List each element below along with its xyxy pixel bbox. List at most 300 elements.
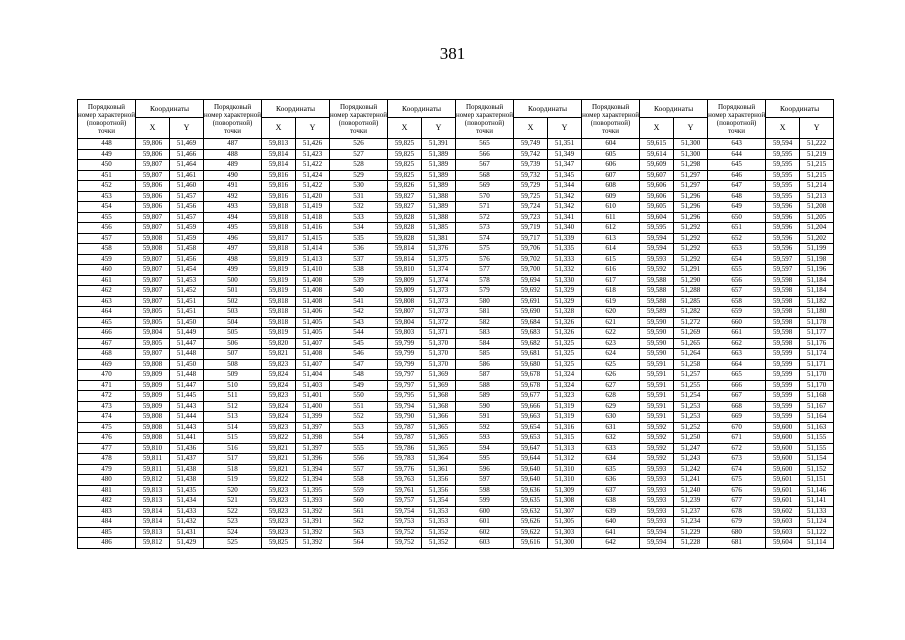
x-cell: 59,598 xyxy=(766,328,800,339)
y-cell: 51,441 xyxy=(170,433,204,444)
y-cell: 51,152 xyxy=(800,464,834,475)
x-cell: 59,594 xyxy=(640,538,674,549)
y-cell: 51,176 xyxy=(800,338,834,349)
x-cell: 59,640 xyxy=(514,464,548,475)
y-cell: 51,449 xyxy=(170,328,204,339)
x-cell: 59,593 xyxy=(640,464,674,475)
point-number-cell: 620 xyxy=(582,307,640,318)
point-number-cell: 606 xyxy=(582,160,640,171)
x-cell: 59,819 xyxy=(262,265,296,276)
y-cell: 51,368 xyxy=(422,401,456,412)
y-cell: 51,403 xyxy=(296,380,330,391)
point-number-cell: 500 xyxy=(204,275,262,286)
y-cell: 51,335 xyxy=(548,244,582,255)
point-number-cell: 549 xyxy=(330,380,388,391)
point-number-cell: 567 xyxy=(456,160,514,171)
point-number-cell: 548 xyxy=(330,370,388,381)
point-number-cell: 631 xyxy=(582,422,640,433)
point-number-cell: 522 xyxy=(204,506,262,517)
point-number-cell: 461 xyxy=(78,275,136,286)
x-cell: 59,589 xyxy=(640,307,674,318)
point-number-cell: 478 xyxy=(78,454,136,465)
x-cell: 59,594 xyxy=(640,527,674,538)
x-cell: 59,594 xyxy=(640,233,674,244)
point-number-cell: 640 xyxy=(582,517,640,528)
y-cell: 51,395 xyxy=(296,485,330,496)
y-cell: 51,247 xyxy=(674,443,708,454)
x-cell: 59,590 xyxy=(640,317,674,328)
y-cell: 51,354 xyxy=(422,496,456,507)
x-cell: 59,596 xyxy=(766,223,800,234)
x-cell: 59,592 xyxy=(640,443,674,454)
y-cell: 51,257 xyxy=(674,370,708,381)
x-cell: 59,757 xyxy=(388,496,422,507)
x-cell: 59,588 xyxy=(640,286,674,297)
y-cell: 51,388 xyxy=(422,212,456,223)
y-cell: 51,445 xyxy=(170,391,204,402)
point-number-cell: 577 xyxy=(456,265,514,276)
point-number-cell: 475 xyxy=(78,422,136,433)
x-cell: 59,725 xyxy=(514,191,548,202)
point-number-cell: 575 xyxy=(456,244,514,255)
y-cell: 51,325 xyxy=(548,359,582,370)
x-cell: 59,601 xyxy=(766,475,800,486)
y-cell: 51,456 xyxy=(170,202,204,213)
point-number-cell: 578 xyxy=(456,275,514,286)
table-row xyxy=(78,296,834,307)
y-cell: 51,397 xyxy=(296,443,330,454)
point-number-cell: 571 xyxy=(456,202,514,213)
x-cell: 59,595 xyxy=(766,181,800,192)
y-cell: 51,401 xyxy=(296,391,330,402)
y-cell: 51,222 xyxy=(800,139,834,150)
table-row xyxy=(78,391,834,402)
point-number-cell: 663 xyxy=(708,349,766,360)
y-cell: 51,429 xyxy=(170,538,204,549)
x-cell: 59,677 xyxy=(514,391,548,402)
x-cell: 59,588 xyxy=(640,275,674,286)
y-cell: 51,182 xyxy=(800,296,834,307)
y-cell: 51,339 xyxy=(548,233,582,244)
x-cell: 59,806 xyxy=(136,191,170,202)
x-cell: 59,591 xyxy=(640,401,674,412)
table-row xyxy=(78,422,834,433)
y-cell: 51,300 xyxy=(674,149,708,160)
x-cell: 59,786 xyxy=(388,443,422,454)
y-cell: 51,155 xyxy=(800,443,834,454)
point-number-cell: 666 xyxy=(708,380,766,391)
x-cell: 59,799 xyxy=(388,349,422,360)
y-cell: 51,163 xyxy=(800,422,834,433)
x-cell: 59,809 xyxy=(136,391,170,402)
x-cell: 59,694 xyxy=(514,275,548,286)
y-cell: 51,447 xyxy=(170,338,204,349)
y-cell: 51,253 xyxy=(674,412,708,423)
y-cell: 51,394 xyxy=(296,464,330,475)
point-number-cell: 459 xyxy=(78,254,136,265)
y-cell: 51,252 xyxy=(674,422,708,433)
point-number-cell: 468 xyxy=(78,349,136,360)
header-row-top xyxy=(78,100,834,118)
y-cell: 51,325 xyxy=(548,338,582,349)
x-cell: 59,825 xyxy=(388,170,422,181)
y-cell: 51,297 xyxy=(674,181,708,192)
y-cell: 51,392 xyxy=(296,527,330,538)
point-number-cell: 537 xyxy=(330,254,388,265)
point-number-cell: 561 xyxy=(330,506,388,517)
point-number-cell: 533 xyxy=(330,212,388,223)
x-cell: 59,602 xyxy=(766,506,800,517)
coordinates-table xyxy=(77,99,834,549)
point-number-cell: 591 xyxy=(456,412,514,423)
y-cell: 51,404 xyxy=(296,370,330,381)
y-cell: 51,448 xyxy=(170,349,204,360)
y-cell: 51,291 xyxy=(674,265,708,276)
point-number-cell: 553 xyxy=(330,422,388,433)
point-number-cell: 513 xyxy=(204,412,262,423)
point-number-cell: 502 xyxy=(204,296,262,307)
y-cell: 51,373 xyxy=(422,307,456,318)
table-row xyxy=(78,380,834,391)
x-cell: 59,647 xyxy=(514,443,548,454)
x-cell: 59,821 xyxy=(262,454,296,465)
y-cell: 51,237 xyxy=(674,506,708,517)
point-number-cell: 508 xyxy=(204,359,262,370)
y-cell: 51,305 xyxy=(548,517,582,528)
x-cell: 59,599 xyxy=(766,412,800,423)
point-number-cell: 506 xyxy=(204,338,262,349)
y-cell: 51,448 xyxy=(170,370,204,381)
x-cell: 59,828 xyxy=(388,212,422,223)
point-number-cell: 495 xyxy=(204,223,262,234)
y-cell: 51,202 xyxy=(800,233,834,244)
point-number-cell: 664 xyxy=(708,359,766,370)
point-number-cell: 594 xyxy=(456,443,514,454)
y-cell: 51,164 xyxy=(800,412,834,423)
y-cell: 51,419 xyxy=(296,202,330,213)
y-cell: 51,369 xyxy=(422,370,456,381)
y-cell: 51,323 xyxy=(548,391,582,402)
point-number-cell: 603 xyxy=(456,538,514,549)
x-cell: 59,640 xyxy=(514,475,548,486)
x-cell: 59,795 xyxy=(388,391,422,402)
y-cell: 51,208 xyxy=(800,202,834,213)
x-cell: 59,803 xyxy=(388,328,422,339)
x-cell: 59,598 xyxy=(766,317,800,328)
point-number-cell: 590 xyxy=(456,401,514,412)
x-cell: 59,823 xyxy=(262,391,296,402)
y-cell: 51,391 xyxy=(422,139,456,150)
y-cell: 51,432 xyxy=(170,517,204,528)
y-cell: 51,405 xyxy=(296,317,330,328)
y-cell: 51,292 xyxy=(674,223,708,234)
x-cell: 59,826 xyxy=(388,181,422,192)
y-cell: 51,326 xyxy=(548,328,582,339)
x-cell: 59,819 xyxy=(262,328,296,339)
point-number-cell: 573 xyxy=(456,223,514,234)
x-cell: 59,593 xyxy=(640,496,674,507)
x-cell: 59,821 xyxy=(262,443,296,454)
header-coordinates: Координаты xyxy=(136,100,204,118)
x-cell: 59,828 xyxy=(388,233,422,244)
point-number-cell: 669 xyxy=(708,412,766,423)
point-number-cell: 519 xyxy=(204,475,262,486)
x-cell: 59,723 xyxy=(514,212,548,223)
x-cell: 59,761 xyxy=(388,485,422,496)
header-y: Y xyxy=(548,118,582,139)
y-cell: 51,180 xyxy=(800,307,834,318)
x-cell: 59,808 xyxy=(388,296,422,307)
y-cell: 51,296 xyxy=(674,212,708,223)
point-number-cell: 516 xyxy=(204,443,262,454)
y-cell: 51,393 xyxy=(296,496,330,507)
y-cell: 51,319 xyxy=(548,412,582,423)
point-number-cell: 544 xyxy=(330,328,388,339)
point-number-cell: 602 xyxy=(456,527,514,538)
point-number-cell: 636 xyxy=(582,475,640,486)
point-number-cell: 551 xyxy=(330,401,388,412)
point-number-cell: 481 xyxy=(78,485,136,496)
x-cell: 59,823 xyxy=(262,496,296,507)
table-row xyxy=(78,349,834,360)
y-cell: 51,443 xyxy=(170,422,204,433)
point-number-cell: 595 xyxy=(456,454,514,465)
point-number-cell: 601 xyxy=(456,517,514,528)
y-cell: 51,365 xyxy=(422,433,456,444)
y-cell: 51,365 xyxy=(422,443,456,454)
table-row xyxy=(78,139,834,150)
point-number-cell: 520 xyxy=(204,485,262,496)
y-cell: 51,368 xyxy=(422,391,456,402)
y-cell: 51,215 xyxy=(800,170,834,181)
x-cell: 59,818 xyxy=(262,317,296,328)
table-row xyxy=(78,149,834,160)
table-row xyxy=(78,527,834,538)
point-number-cell: 453 xyxy=(78,191,136,202)
x-cell: 59,811 xyxy=(136,464,170,475)
y-cell: 51,454 xyxy=(170,265,204,276)
point-number-cell: 482 xyxy=(78,496,136,507)
x-cell: 59,600 xyxy=(766,464,800,475)
point-number-cell: 612 xyxy=(582,223,640,234)
y-cell: 51,406 xyxy=(296,307,330,318)
point-number-cell: 624 xyxy=(582,349,640,360)
point-number-cell: 653 xyxy=(708,244,766,255)
y-cell: 51,254 xyxy=(674,391,708,402)
y-cell: 51,400 xyxy=(296,401,330,412)
y-cell: 51,155 xyxy=(800,433,834,444)
point-number-cell: 586 xyxy=(456,359,514,370)
header-point-number: Порядковый номер характерной (поворотной) точки xyxy=(456,100,514,139)
point-number-cell: 681 xyxy=(708,538,766,549)
point-number-cell: 524 xyxy=(204,527,262,538)
point-number-cell: 665 xyxy=(708,370,766,381)
table-row xyxy=(78,202,834,213)
point-number-cell: 556 xyxy=(330,454,388,465)
x-cell: 59,823 xyxy=(262,527,296,538)
y-cell: 51,371 xyxy=(422,328,456,339)
y-cell: 51,461 xyxy=(170,170,204,181)
x-cell: 59,810 xyxy=(136,443,170,454)
y-cell: 51,215 xyxy=(800,160,834,171)
point-number-cell: 531 xyxy=(330,191,388,202)
point-number-cell: 605 xyxy=(582,149,640,160)
point-number-cell: 634 xyxy=(582,454,640,465)
point-number-cell: 560 xyxy=(330,496,388,507)
y-cell: 51,272 xyxy=(674,317,708,328)
point-number-cell: 582 xyxy=(456,317,514,328)
y-cell: 51,214 xyxy=(800,181,834,192)
x-cell: 59,790 xyxy=(388,412,422,423)
y-cell: 51,397 xyxy=(296,422,330,433)
y-cell: 51,464 xyxy=(170,160,204,171)
point-number-cell: 572 xyxy=(456,212,514,223)
point-number-cell: 617 xyxy=(582,275,640,286)
x-cell: 59,691 xyxy=(514,296,548,307)
point-number-cell: 509 xyxy=(204,370,262,381)
point-number-cell: 455 xyxy=(78,212,136,223)
point-number-cell: 619 xyxy=(582,296,640,307)
x-cell: 59,752 xyxy=(388,527,422,538)
y-cell: 51,450 xyxy=(170,359,204,370)
x-cell: 59,593 xyxy=(640,506,674,517)
point-number-cell: 550 xyxy=(330,391,388,402)
header-x: X xyxy=(766,118,800,139)
point-number-cell: 526 xyxy=(330,139,388,150)
y-cell: 51,349 xyxy=(548,149,582,160)
y-cell: 51,438 xyxy=(170,464,204,475)
x-cell: 59,814 xyxy=(136,517,170,528)
header-x: X xyxy=(514,118,548,139)
table-row xyxy=(78,223,834,234)
x-cell: 59,818 xyxy=(262,223,296,234)
table-row xyxy=(78,443,834,454)
y-cell: 51,146 xyxy=(800,485,834,496)
point-number-cell: 648 xyxy=(708,191,766,202)
point-number-cell: 565 xyxy=(456,139,514,150)
x-cell: 59,590 xyxy=(640,338,674,349)
x-cell: 59,600 xyxy=(766,433,800,444)
x-cell: 59,607 xyxy=(640,170,674,181)
y-cell: 51,372 xyxy=(422,317,456,328)
y-cell: 51,141 xyxy=(800,496,834,507)
y-cell: 51,255 xyxy=(674,380,708,391)
point-number-cell: 479 xyxy=(78,464,136,475)
x-cell: 59,816 xyxy=(262,181,296,192)
y-cell: 51,374 xyxy=(422,275,456,286)
x-cell: 59,706 xyxy=(514,244,548,255)
point-number-cell: 660 xyxy=(708,317,766,328)
x-cell: 59,594 xyxy=(766,139,800,150)
point-number-cell: 628 xyxy=(582,391,640,402)
point-number-cell: 668 xyxy=(708,401,766,412)
point-number-cell: 501 xyxy=(204,286,262,297)
y-cell: 51,219 xyxy=(800,149,834,160)
x-cell: 59,821 xyxy=(262,349,296,360)
point-number-cell: 623 xyxy=(582,338,640,349)
y-cell: 51,351 xyxy=(548,139,582,150)
y-cell: 51,198 xyxy=(800,254,834,265)
x-cell: 59,600 xyxy=(766,443,800,454)
point-number-cell: 466 xyxy=(78,328,136,339)
point-number-cell: 546 xyxy=(330,349,388,360)
x-cell: 59,812 xyxy=(136,538,170,549)
point-number-cell: 547 xyxy=(330,359,388,370)
x-cell: 59,598 xyxy=(766,296,800,307)
y-cell: 51,408 xyxy=(296,349,330,360)
point-number-cell: 584 xyxy=(456,338,514,349)
y-cell: 51,316 xyxy=(548,422,582,433)
point-number-cell: 637 xyxy=(582,485,640,496)
point-number-cell: 610 xyxy=(582,202,640,213)
point-number-cell: 657 xyxy=(708,286,766,297)
y-cell: 51,374 xyxy=(422,265,456,276)
y-cell: 51,296 xyxy=(674,191,708,202)
table-row xyxy=(78,317,834,328)
x-cell: 59,753 xyxy=(388,517,422,528)
table-row xyxy=(78,506,834,517)
y-cell: 51,450 xyxy=(170,317,204,328)
y-cell: 51,398 xyxy=(296,433,330,444)
x-cell: 59,807 xyxy=(388,307,422,318)
x-cell: 59,823 xyxy=(262,359,296,370)
x-cell: 59,654 xyxy=(514,422,548,433)
y-cell: 51,373 xyxy=(422,296,456,307)
x-cell: 59,809 xyxy=(136,370,170,381)
table-row xyxy=(78,538,834,549)
point-number-cell: 463 xyxy=(78,296,136,307)
x-cell: 59,636 xyxy=(514,485,548,496)
point-number-cell: 488 xyxy=(204,149,262,160)
x-cell: 59,824 xyxy=(262,401,296,412)
x-cell: 59,787 xyxy=(388,422,422,433)
point-number-cell: 490 xyxy=(204,170,262,181)
x-cell: 59,818 xyxy=(262,296,296,307)
x-cell: 59,814 xyxy=(388,244,422,255)
point-number-cell: 566 xyxy=(456,149,514,160)
x-cell: 59,593 xyxy=(640,485,674,496)
y-cell: 51,168 xyxy=(800,391,834,402)
table-row xyxy=(78,286,834,297)
y-cell: 51,243 xyxy=(674,454,708,465)
x-cell: 59,816 xyxy=(262,170,296,181)
point-number-cell: 545 xyxy=(330,338,388,349)
y-cell: 51,333 xyxy=(548,254,582,265)
y-cell: 51,178 xyxy=(800,317,834,328)
table-row xyxy=(78,160,834,171)
y-cell: 51,307 xyxy=(548,506,582,517)
x-cell: 59,807 xyxy=(136,349,170,360)
point-number-cell: 525 xyxy=(204,538,262,549)
x-cell: 59,622 xyxy=(514,527,548,538)
y-cell: 51,391 xyxy=(296,517,330,528)
x-cell: 59,592 xyxy=(640,422,674,433)
y-cell: 51,457 xyxy=(170,191,204,202)
y-cell: 51,447 xyxy=(170,380,204,391)
x-cell: 59,603 xyxy=(766,517,800,528)
point-number-cell: 471 xyxy=(78,380,136,391)
point-number-cell: 474 xyxy=(78,412,136,423)
point-number-cell: 651 xyxy=(708,223,766,234)
point-number-cell: 580 xyxy=(456,296,514,307)
point-number-cell: 670 xyxy=(708,422,766,433)
point-number-cell: 676 xyxy=(708,485,766,496)
point-number-cell: 470 xyxy=(78,370,136,381)
x-cell: 59,700 xyxy=(514,265,548,276)
point-number-cell: 448 xyxy=(78,139,136,150)
point-number-cell: 539 xyxy=(330,275,388,286)
y-cell: 51,154 xyxy=(800,454,834,465)
